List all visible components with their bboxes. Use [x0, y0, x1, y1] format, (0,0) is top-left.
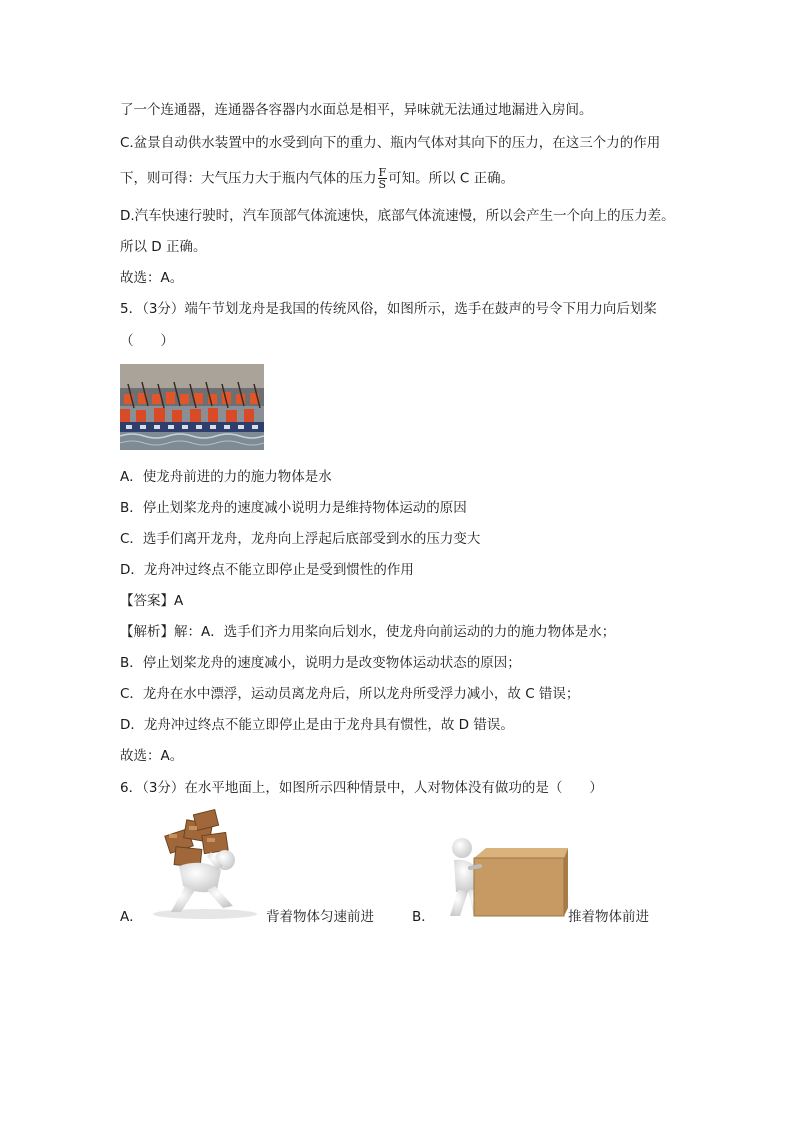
text-line: 了一个连通器，连通器各容器内水面总是相平，异味就无法通过地漏进入房间。	[120, 102, 593, 118]
fraction-denominator: S	[378, 178, 387, 191]
text-fragment: 可知。所以 C 正确。	[388, 170, 515, 187]
option-c: C．选手们离开龙舟，龙舟向上浮起后底部受到水的压力变大	[120, 531, 481, 547]
option-a: A．使龙舟前进的力的施力物体是水	[120, 469, 332, 485]
text-line: 所以 D 正确。	[120, 239, 207, 255]
option-d: D．龙舟冲过终点不能立即停止是受到惯性的作用	[120, 562, 414, 578]
analysis-line: B．停止划桨龙舟的速度减小，说明力是改变物体运动状态的原因；	[120, 655, 521, 671]
analysis-line: C．龙舟在水中漂浮，运动员离龙舟后，所以龙舟所受浮力减小，故 C 错误；	[120, 686, 580, 702]
question-5-stem: 5．（3分）端午节划龙舟是我国的传统风俗，如图所示，选手在鼓声的号令下用力向后划桨	[120, 301, 657, 317]
text-fragment: 下，则可得：大气压力大于瓶内气体的压力	[120, 170, 377, 187]
person-carrying-boxes-figure	[145, 808, 265, 920]
option-a-text: 背着物体匀速前进	[266, 909, 374, 925]
text-line: C.盆景自动供水装置中的水受到向下的重力、瓶内气体对其向下的压力，在这三个力的作用	[120, 135, 661, 151]
question-6-stem: 6．（3分）在水平地面上，如图所示四种情景中，人对物体没有做功的是（ ）	[120, 780, 603, 796]
option-b: B．停止划桨龙舟的速度减小说明力是维持物体运动的原因	[120, 500, 467, 516]
fraction-numerator: F	[378, 166, 387, 179]
analysis-line: D．龙舟冲过终点不能立即停止是由于龙舟具有惯性，故 D 错误。	[120, 717, 514, 733]
text-line-with-fraction	[120, 167, 514, 190]
conclusion: 故选：A。	[120, 748, 184, 764]
fraction-f-over-s	[378, 167, 388, 190]
text-line: 故选：A。	[120, 270, 184, 286]
question-5-bracket: （ ）	[120, 333, 174, 349]
option-b-label: B．	[412, 909, 435, 925]
text-line: D.汽车快速行驶时，汽车顶部气体流速快，底部气体流速慢，所以会产生一个向上的压力差。	[120, 208, 675, 224]
option-a-label: A．	[120, 909, 143, 925]
dragon-boat-photo	[120, 364, 264, 450]
analysis-line: 【解析】解：A．选手们齐力用桨向后划水，使龙舟向前运动的力的施力物体是水；	[120, 624, 616, 640]
option-b-text: 推着物体前进	[568, 909, 649, 925]
person-pushing-box-figure	[440, 830, 568, 920]
answer: 【答案】A	[120, 593, 184, 609]
